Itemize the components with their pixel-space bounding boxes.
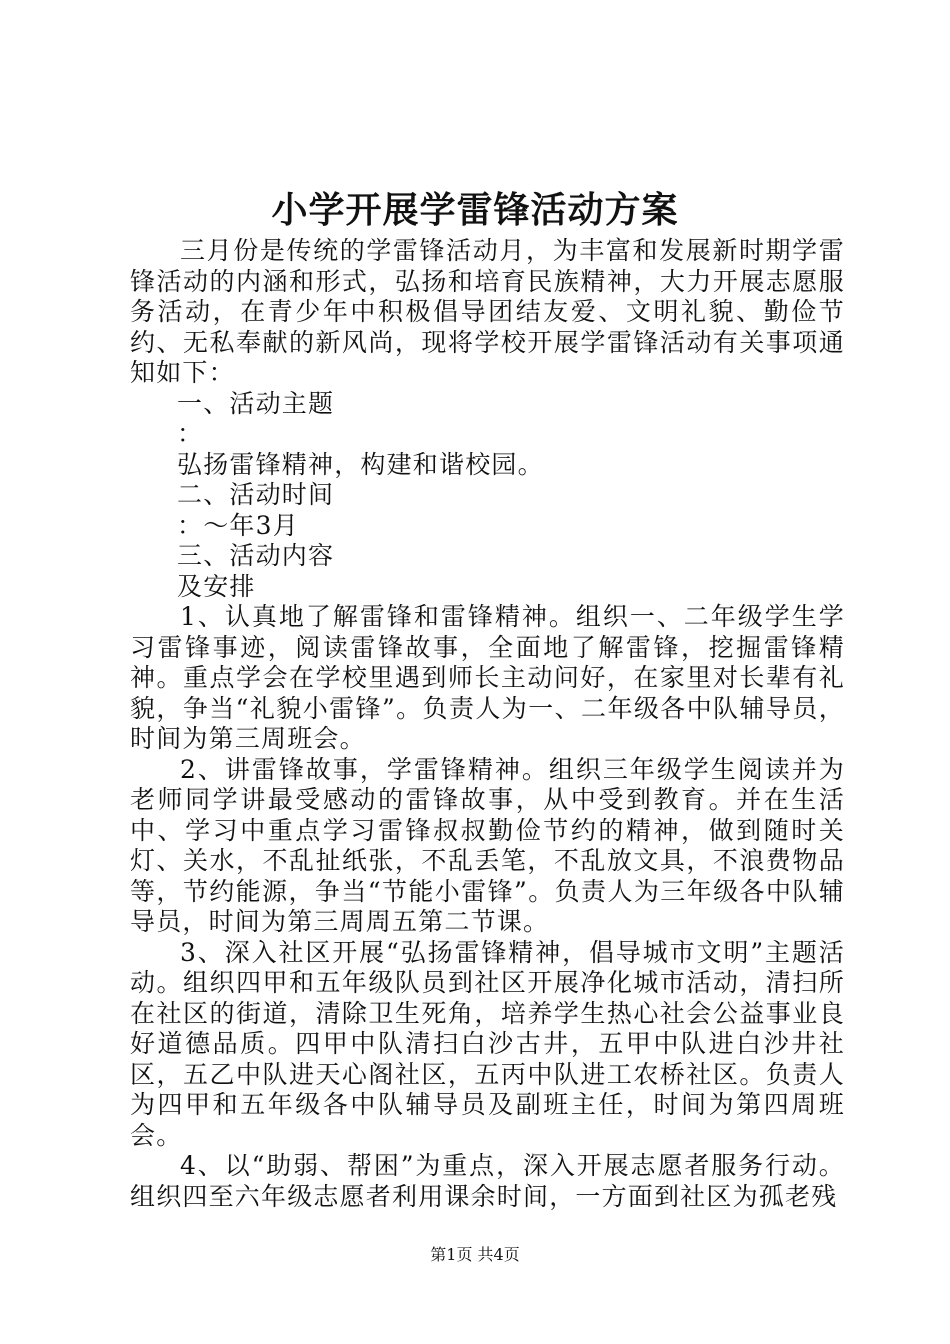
item-paragraph-1: 1、认真地了解雷锋和雷锋精神。组织一、二年级学生学习雷锋事迹，阅读雷锋故事，全面地了解雷锋，挖掘雷锋精神。重点学会在学校里遇到师长主动问好，在家里对长辈有礼貌，争当“礼貌小雷锋”。负责人为一、二年级各中队辅导员，时间为第三周班会。 [130, 602, 845, 753]
theme-text: 弘扬雷锋精神，构建和谐校园。 [177, 449, 544, 479]
item-paragraph-3: 3、深入社区开展“弘扬雷锋精神，倡导城市文明”主题活动。组织四甲和五年级队员到社区开展净化城市活动，清扫所在社区的街道，清除卫生死角，培养学生热心社会公益事业良好道德品质。四甲中队清扫白沙古井，五甲中队进白沙井社区，五乙中队进天心阁社区，五丙中队进工农桥社区。负责人为四甲和五年级各中队辅导员及副班主任，时间为第四周班会。 [130, 937, 845, 1150]
time-text: ：～年3月 [177, 510, 299, 540]
section-heading-content-cont: 及安排 [177, 571, 256, 601]
section-heading-theme: 一、活动主题 [177, 388, 335, 418]
item-paragraph-4: 4、以“助弱、帮困”为重点，深入开展志愿者服务行动。组织四至六年级志愿者利用课余时间，一方面到社区为孤老残 [130, 1151, 845, 1211]
section-colon-line: ： [177, 419, 204, 448]
intro-paragraph: 三月份是传统的学雷锋活动月，为丰富和发展新时期学雷锋活动的内涵和形式，弘扬和培育民族精神，大力开展志愿服务活动，在青少年中积极倡导团结友爱、文明礼貌、勤俭节约、无私奉献的新风尚，现将学校开展学雷锋活动有关事项通知如下： [130, 236, 845, 387]
page-footer: 第1页 共4页 [430, 1245, 520, 1264]
document-title: 小学开展学雷锋活动方案 [271, 189, 679, 231]
section-heading-content: 三、活动内容 [177, 541, 335, 570]
item-paragraph-2: 2、讲雷锋故事，学雷锋精神。组织三年级学生阅读并为老师同学讲最受感动的雷锋故事，从中受到教育。并在生活中、学习中重点学习雷锋叔叔勤俭节约的精神，做到随时关灯、关水，不乱扯纸张，不乱丢笔，不乱放文具，不浪费物品等，节约能源，争当“节能小雷锋”。负责人为三年级各中队辅导员，时间为第三周周五第二节课。 [130, 754, 845, 936]
section-heading-time: 二、活动时间 [177, 480, 335, 509]
document-body [130, 236, 845, 1212]
